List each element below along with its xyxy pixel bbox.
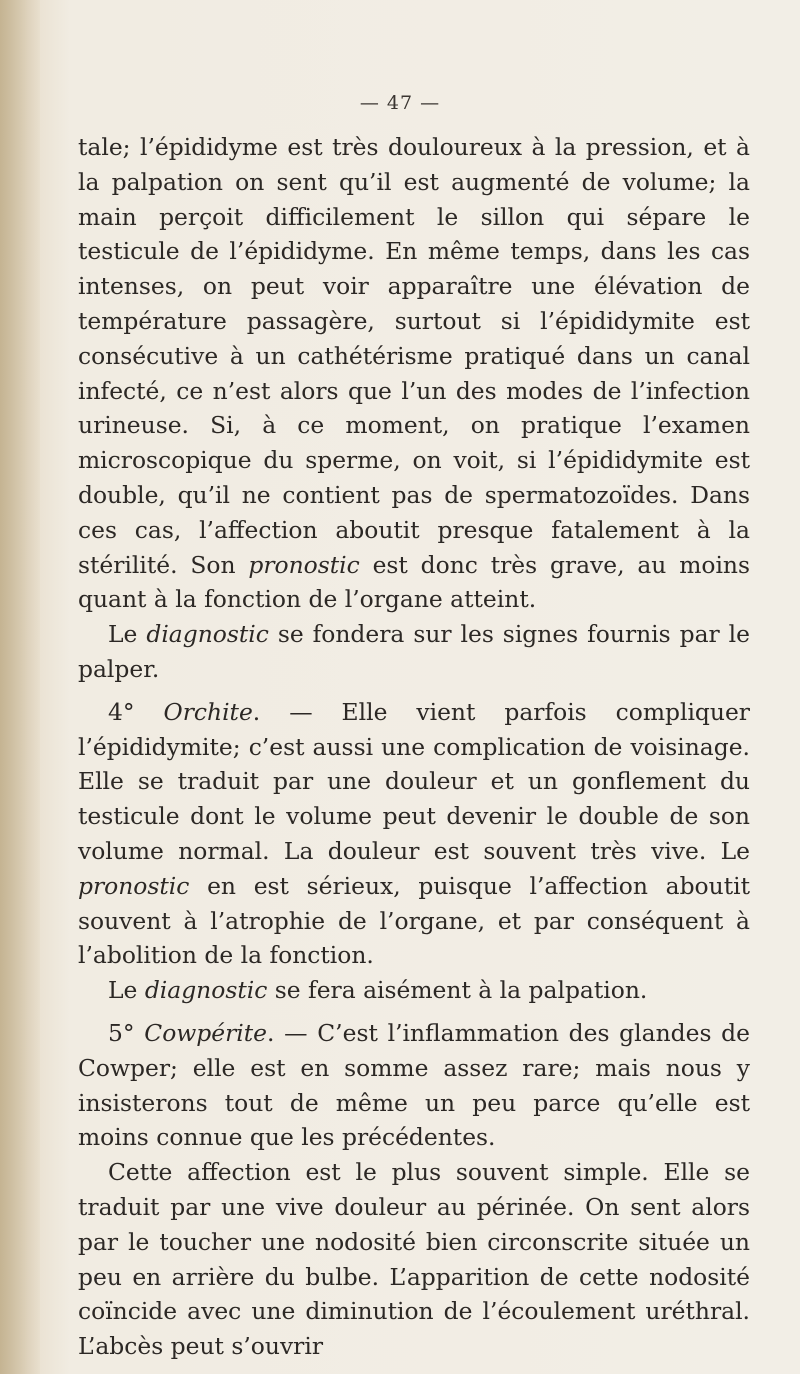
italic-term-diagnostic: diagnostic xyxy=(146,620,269,649)
paragraph-epididymite-continuation: tale; l’épididyme est très douloureux à la pression, et à la palpation on sent qu’il est augmenté de volume; la main perçoit difficilement le sillon qui sépare le testicule de l’épididyme. En même temps, dans les cas intenses, on peut voir apparaître une élévation de température passagère, surtout si l’épididymite est consécutive à un cathétérisme pratiqué dans un canal infecté, ce n’est alors que l’un des modes de l’infection urineuse. Si, à ce moment, on pratique l’examen microscopique du sperme, on voit, si l’épididymite est double, qu’il ne contient pas de spermatozoïdes. Dans ces cas, l’affection aboutit presque fatalement à la stérilité. Son pronostic est donc très grave, au moins quant à la fonction de l’organe atteint. xyxy=(78,133,750,614)
paragraph-cowperite-description: Cette affection est le plus souvent simple. Elle se traduit par une vive douleur au périnée. On sent alors par le toucher une nodosité bien circonscrite située un peu en arrière du bulbe. L’apparition de cette nodosité coïncide avec une diminution de l’écoulement uréthral. L’abcès peut s’ouvrir xyxy=(78,1158,750,1361)
paragraph-orchite-diagnostic: Le diagnostic se fera aisément à la palpation. xyxy=(108,976,648,1005)
italic-term-pronostic: pronostic xyxy=(78,871,190,900)
page-spine-shadow xyxy=(0,0,40,1374)
section-heading-cowperite: Cowpérite xyxy=(144,1018,268,1047)
page-number: — 47 — xyxy=(359,92,441,114)
body-text xyxy=(78,130,750,1364)
paragraph-cowperite: 5° Cowpérite. — C’est l’inflammation des glandes de Cowper; elle est en somme assez rare; mais nous y insisterons tout de même un peu parce qu’elle est moins connue que les précédentes. xyxy=(78,1018,750,1152)
italic-term-pronostic: pronostic xyxy=(248,550,360,579)
section-heading-orchite: Orchite xyxy=(163,697,253,726)
paragraph-epididymite-diagnostic: Le diagnostic se fondera sur les signes fournis par le palper. xyxy=(78,620,751,683)
paragraph-orchite: 4° Orchite. — Elle vient parfois compliquer l’épididymite; c’est aussi une complication de voisinage. Elle se traduit par une douleur et un gonflement du testicule dont le volume peut devenir le double de son volume normal. La douleur est souvent très vive. Le pronostic en est sérieux, puisque l’affection aboutit souvent à l’atrophie de l’organe, et par conséquent à l’abolition de la fonction. xyxy=(78,697,750,970)
italic-term-diagnostic: diagnostic xyxy=(144,976,268,1005)
